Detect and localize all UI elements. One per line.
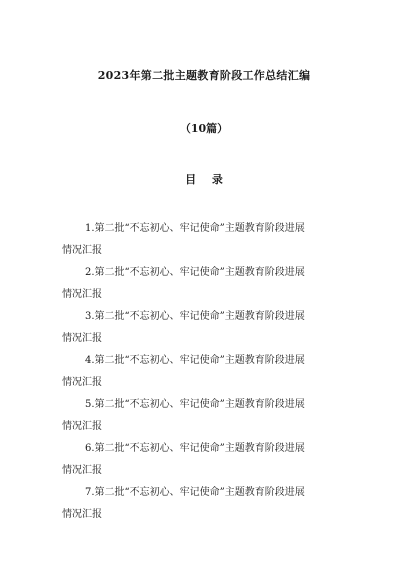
toc-item-title: 1.第二批“不忘初心、牢记使命”主题教育阶段进展 xyxy=(85,223,305,234)
toc-item-title-continued: 情况汇报 xyxy=(62,421,102,432)
toc-item-title: 6.第二批“不忘初心、牢记使命”主题教育阶段进展 xyxy=(85,443,305,454)
toc-item-title-continued: 情况汇报 xyxy=(62,245,102,256)
toc-item-title-continued: 情况汇报 xyxy=(62,465,102,476)
document-subtitle: （10篇） xyxy=(179,122,229,135)
toc-item xyxy=(62,262,362,306)
document-title: 2023年第二批主题教育阶段工作总结汇编 xyxy=(97,69,311,82)
toc-item-title-continued: 情况汇报 xyxy=(62,289,102,300)
toc-item-title-continued: 情况汇报 xyxy=(62,377,102,388)
toc-item-title: 3.第二批“不忘初心、牢记使命”主题教育阶段进展 xyxy=(85,311,305,322)
toc-item-title-continued: 情况汇报 xyxy=(62,509,102,520)
toc-item xyxy=(62,306,362,350)
toc-heading: 目 录 xyxy=(185,173,229,186)
toc-item xyxy=(62,218,362,262)
toc-item-title-continued: 情况汇报 xyxy=(62,333,102,344)
toc-item xyxy=(62,438,362,482)
toc-item-title: 5.第二批“不忘初心、牢记使命”主题教育阶段进展 xyxy=(85,399,305,410)
toc-item-title: 2.第二批“不忘初心、牢记使命”主题教育阶段进展 xyxy=(85,267,305,278)
toc-item xyxy=(62,394,362,438)
toc-item xyxy=(62,482,362,526)
toc-item xyxy=(62,350,362,394)
toc-item-title: 4.第二批“不忘初心、牢记使命”主题教育阶段进展 xyxy=(85,355,305,366)
table-of-contents xyxy=(62,218,362,526)
toc-item-title: 7.第二批“不忘初心、牢记使命”主题教育阶段进展 xyxy=(85,487,305,498)
